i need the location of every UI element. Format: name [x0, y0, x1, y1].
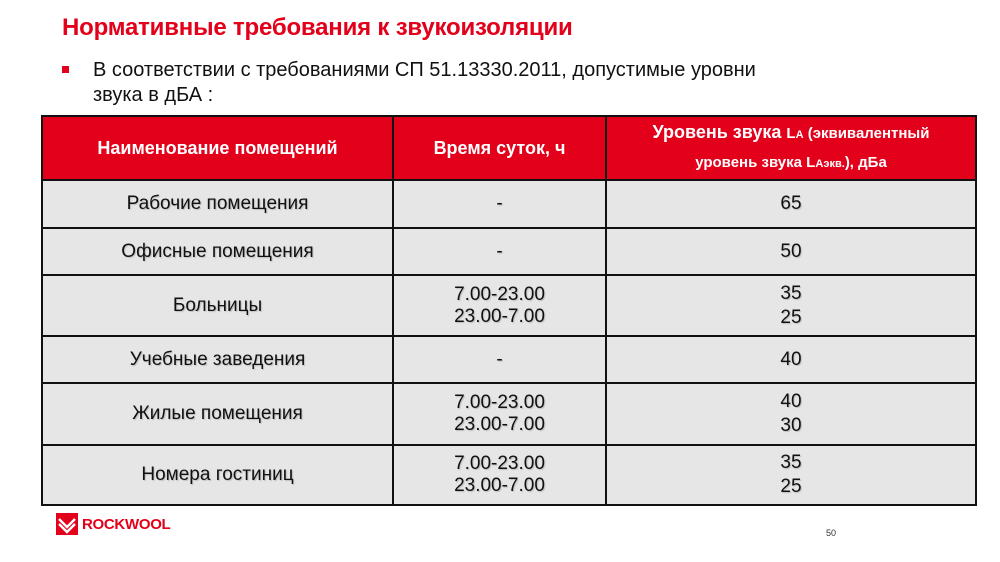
- header-level-part-c: A: [795, 129, 804, 141]
- table-row: [42, 336, 976, 383]
- level-value: 40: [780, 348, 802, 370]
- page-number: 50: [826, 528, 837, 538]
- header-level: [606, 116, 976, 180]
- level-value-day: 40: [780, 391, 802, 412]
- room-cell: Учебные заведения: [42, 336, 393, 383]
- level-value: 50: [780, 240, 802, 262]
- header-level-part-d: (эквивалентный: [803, 125, 930, 142]
- time-cell: [393, 228, 606, 275]
- level-value: 65: [780, 193, 802, 214]
- level-cell: [606, 336, 976, 383]
- time-cell: [393, 383, 606, 445]
- table-row: [42, 383, 976, 445]
- header-level-part-g: ), дБа: [844, 154, 887, 171]
- header-level-part-b: L: [786, 125, 796, 142]
- level-cell: [606, 228, 976, 275]
- level-cell: [606, 275, 976, 336]
- level-value-day: 35: [780, 452, 802, 473]
- level-value-night: 30: [780, 415, 802, 436]
- rockwool-logo: [56, 513, 170, 535]
- level-value-day: 35: [780, 282, 802, 304]
- header-level-part-e: уровень звука L: [695, 154, 816, 171]
- time-cell: [393, 180, 606, 228]
- header-level-part-a: Уровень звука: [652, 122, 787, 142]
- header-time: Время суток, ч: [393, 116, 606, 180]
- logo-text: ROCKWOOL: [82, 515, 171, 533]
- room-cell: Жилые помещения: [42, 383, 393, 445]
- bullet-square-icon: [62, 66, 69, 73]
- level-value-night: 25: [780, 306, 802, 328]
- time-value: -: [496, 240, 503, 262]
- time-cell: [393, 336, 606, 383]
- bullet-item: [62, 58, 822, 108]
- table-row: [42, 228, 976, 275]
- rockwool-logo-icon: [56, 513, 78, 535]
- level-value-night: 25: [780, 476, 802, 497]
- table-row: [42, 445, 976, 505]
- time-value-day: 7.00-23.00: [454, 453, 545, 474]
- time-value-night: 23.00-7.00: [454, 414, 545, 435]
- level-cell: [606, 180, 976, 228]
- time-value: -: [496, 193, 503, 214]
- norms-table: [41, 115, 977, 506]
- time-cell: [393, 445, 606, 505]
- table-row: [42, 275, 976, 336]
- header-level-part-f: Аэкв.: [815, 158, 845, 170]
- time-value-day: 7.00-23.00: [454, 283, 545, 305]
- table-row: [42, 180, 976, 228]
- table-header-row: [42, 116, 976, 180]
- room-cell: Офисные помещения: [42, 228, 393, 275]
- level-cell: [606, 445, 976, 505]
- room-cell: Рабочие помещения: [42, 180, 393, 228]
- header-room: Наименование помещений: [42, 116, 393, 180]
- room-cell: Номера гостиниц: [42, 445, 393, 505]
- time-cell: [393, 275, 606, 336]
- time-value-night: 23.00-7.00: [454, 475, 545, 496]
- room-cell: Больницы: [42, 275, 393, 336]
- level-cell: [606, 383, 976, 445]
- time-value-night: 23.00-7.00: [454, 305, 545, 327]
- time-value-day: 7.00-23.00: [454, 392, 545, 413]
- slide-title: Нормативные требования к звукоизоляции: [62, 14, 573, 41]
- time-value: -: [496, 348, 503, 370]
- bullet-text: В соответствии с требованиями СП 51.13330.2011, допустимые уровни звука в дБА :: [93, 59, 756, 106]
